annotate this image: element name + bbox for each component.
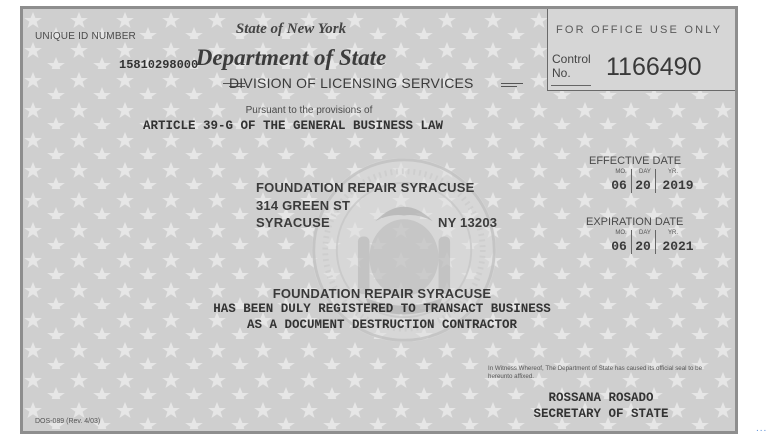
license-certificate <box>20 6 738 434</box>
address-name: FOUNDATION REPAIR SYRACUSE <box>256 180 475 195</box>
office-use-box <box>547 6 738 91</box>
expiration-day-label: DAY <box>639 230 651 236</box>
date-separator <box>655 230 656 254</box>
department-heading: Department of State <box>195 45 387 70</box>
date-separator <box>655 169 656 193</box>
office-use-title: FOR OFFICE USE ONLY <box>556 24 723 36</box>
signer-name: ROSSANA ROSADO <box>548 391 654 405</box>
effective-day: 20 <box>635 178 651 193</box>
pursuant-text: Pursuant to the provisions of <box>245 105 373 116</box>
effective-date-field <box>607 169 703 203</box>
address-city: SYRACUSE <box>256 215 330 230</box>
address-street: 314 GREEN ST <box>256 198 351 213</box>
division-right-rule-2 <box>501 86 517 87</box>
contractor-type: AS A DOCUMENT DESTRUCTION CONTRACTOR <box>246 318 518 332</box>
expiration-day: 20 <box>635 239 651 254</box>
control-number-label: Control No. <box>552 52 591 80</box>
unique-id-value: 15810298000 <box>119 58 199 72</box>
expiration-date-field <box>607 230 703 264</box>
expiration-year-label: YR. <box>667 230 678 236</box>
effective-date-label: EFFECTIVE DATE <box>589 155 682 167</box>
form-number: DOS-089 (Rev. 4/03) <box>35 418 101 425</box>
registration-statement: HAS BEEN DULY REGISTERED TO TRANSACT BUSINESS <box>213 302 551 316</box>
control-number-value: 1166490 <box>606 53 702 81</box>
address-state-zip: NY 13203 <box>438 215 498 230</box>
expiration-year: 2021 <box>662 239 694 254</box>
effective-month-label: MO. <box>615 169 627 175</box>
expiration-month-label: MO. <box>615 230 627 236</box>
article-text: ARTICLE 39-G OF THE GENERAL BUSINESS LAW <box>143 119 444 133</box>
effective-day-label: DAY <box>639 169 651 175</box>
expiration-date-label: EXPIRATION DATE <box>586 216 684 228</box>
control-label-underline <box>551 85 591 86</box>
more-indicator[interactable]: ... <box>756 423 768 434</box>
state-heading: State of New York <box>235 21 347 37</box>
signer-title: SECRETARY OF STATE <box>533 407 669 421</box>
business-name: FOUNDATION REPAIR SYRACUSE <box>272 286 492 301</box>
effective-month: 06 <box>611 178 627 193</box>
division-heading: DIVISION OF LICENSING SERVICES <box>229 75 474 91</box>
unique-id-label: UNIQUE ID NUMBER <box>35 31 136 42</box>
witness-statement: In Witness Whereof, The Department of State has caused its official seal to be hereunto affixed. <box>488 365 703 380</box>
effective-year-label: YR. <box>667 169 678 175</box>
division-right-rule <box>501 83 523 84</box>
effective-year: 2019 <box>662 178 694 193</box>
expiration-month: 06 <box>611 239 627 254</box>
